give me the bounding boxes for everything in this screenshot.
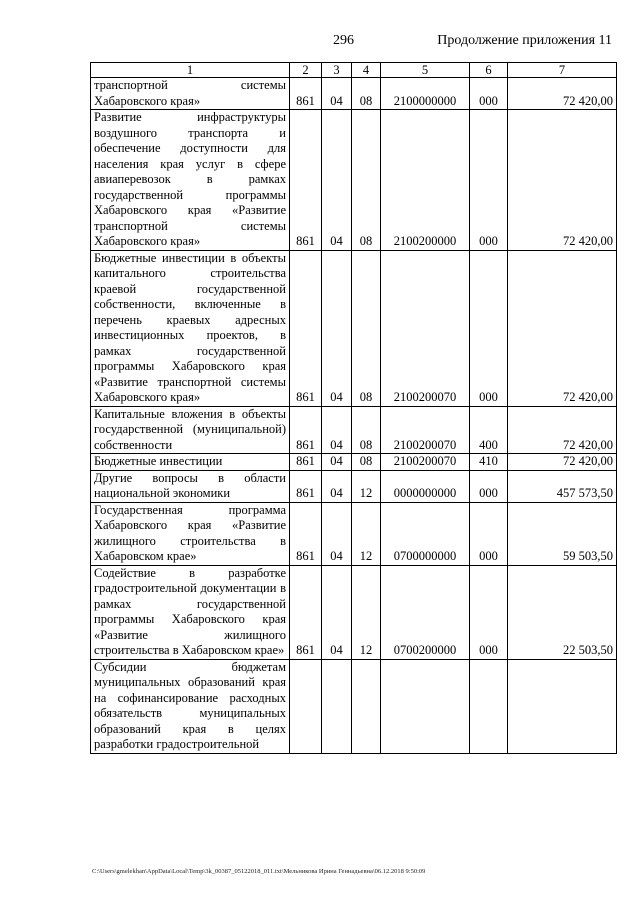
subsection-code: 08 — [352, 110, 381, 251]
expense-type-code: 000 — [470, 502, 508, 565]
ministry-code: 861 — [290, 78, 322, 110]
table-row — [91, 406, 617, 454]
section-code: 04 — [322, 78, 352, 110]
subsection-code: 08 — [352, 78, 381, 110]
column-header: 4 — [352, 63, 381, 78]
amount: 22 503,50 — [508, 565, 617, 659]
section-code — [322, 659, 352, 753]
expense-type-code: 000 — [470, 250, 508, 406]
subsection-code: 08 — [352, 406, 381, 454]
amount: 72 420,00 — [508, 454, 617, 471]
table-row — [91, 454, 617, 471]
table-header — [91, 63, 617, 78]
section-code: 04 — [322, 565, 352, 659]
subsection-code — [352, 659, 381, 753]
ministry-code: 861 — [290, 406, 322, 454]
section-code: 04 — [322, 250, 352, 406]
subsection-code: 12 — [352, 470, 381, 502]
ministry-code: 861 — [290, 565, 322, 659]
subsection-code: 08 — [352, 250, 381, 406]
table-row — [91, 659, 617, 753]
target-code: 0700000000 — [381, 502, 470, 565]
expense-type-code: 000 — [470, 110, 508, 251]
expense-type-code: 000 — [470, 565, 508, 659]
budget-table — [90, 62, 617, 754]
section-code: 04 — [322, 110, 352, 251]
section-code: 04 — [322, 406, 352, 454]
item-name: Развитие инфраструктуры воздушного транспорта и обеспечение доступности для населения края услуг в сфере авиаперевозок в рамках государственной программы Хабаровского края «Развитие транспортной системы Хабаровского края» — [91, 110, 290, 251]
section-code: 04 — [322, 454, 352, 471]
table-row — [91, 250, 617, 406]
column-header: 6 — [470, 63, 508, 78]
ministry-code: 861 — [290, 454, 322, 471]
amount — [508, 659, 617, 753]
item-name: Бюджетные инвестиции в объекты капитального строительства краевой государственной собственности, включенные в перечень краевых адресных инвестиционных проектов, в рамках государственной программы Хабаровского края «Развитие транспортной системы Хабаровского края» — [91, 250, 290, 406]
page-number: 296 — [333, 33, 354, 48]
expense-type-code — [470, 659, 508, 753]
ministry-code: 861 — [290, 250, 322, 406]
target-code: 0000000000 — [381, 470, 470, 502]
ministry-code: 861 — [290, 470, 322, 502]
column-header: 2 — [290, 63, 322, 78]
target-code: 2100200070 — [381, 406, 470, 454]
target-code: 2100200000 — [381, 110, 470, 251]
item-name: Содействие в разработке градостроительной документации в рамках государственной программы Хабаровского края «Развитие жилищного строительства в Хабаровском крае» — [91, 565, 290, 659]
expense-type-code: 000 — [470, 78, 508, 110]
ministry-code: 861 — [290, 502, 322, 565]
table-row — [91, 110, 617, 251]
amount: 59 503,50 — [508, 502, 617, 565]
section-code: 04 — [322, 502, 352, 565]
footer-file-path: C:\Users\gmelekhan\AppData\Local\Temp\3k_00387_05122018_011.txt\Мельникова Ирина Геннадьевна\06.12.2018 9:50:09 — [92, 868, 426, 875]
target-code: 2100200070 — [381, 454, 470, 471]
item-name: Бюджетные инвестиции — [91, 454, 290, 471]
column-header: 5 — [381, 63, 470, 78]
item-name: Субсидии бюджетам муниципальных образований края на софинансирование расходных обязательств муниципальных образований края в целях разработки градостроительной — [91, 659, 290, 753]
table-row — [91, 565, 617, 659]
table-row — [91, 78, 617, 110]
subsection-code: 12 — [352, 565, 381, 659]
amount: 72 420,00 — [508, 110, 617, 251]
column-header: 7 — [508, 63, 617, 78]
amount: 457 573,50 — [508, 470, 617, 502]
amount: 72 420,00 — [508, 250, 617, 406]
target-code: 2100000000 — [381, 78, 470, 110]
item-name: Капитальные вложения в объекты государственной (муниципальной) собственности — [91, 406, 290, 454]
table-row — [91, 470, 617, 502]
amount: 72 420,00 — [508, 78, 617, 110]
expense-type-code: 400 — [470, 406, 508, 454]
expense-type-code: 410 — [470, 454, 508, 471]
subsection-code: 08 — [352, 454, 381, 471]
amount: 72 420,00 — [508, 406, 617, 454]
appendix-note: Продолжение приложения 11 — [437, 33, 612, 48]
item-name: транспортной системы Хабаровского края» — [91, 78, 290, 110]
ministry-code — [290, 659, 322, 753]
item-name: Государственная программа Хабаровского края «Развитие жилищного строительства в Хабаровском крае» — [91, 502, 290, 565]
ministry-code: 861 — [290, 110, 322, 251]
header-row — [91, 63, 617, 78]
column-header: 3 — [322, 63, 352, 78]
expense-type-code: 000 — [470, 470, 508, 502]
target-code: 2100200070 — [381, 250, 470, 406]
subsection-code: 12 — [352, 502, 381, 565]
section-code: 04 — [322, 470, 352, 502]
target-code: 0700200000 — [381, 565, 470, 659]
table-row — [91, 502, 617, 565]
item-name: Другие вопросы в области национальной экономики — [91, 470, 290, 502]
target-code — [381, 659, 470, 753]
column-header: 1 — [91, 63, 290, 78]
